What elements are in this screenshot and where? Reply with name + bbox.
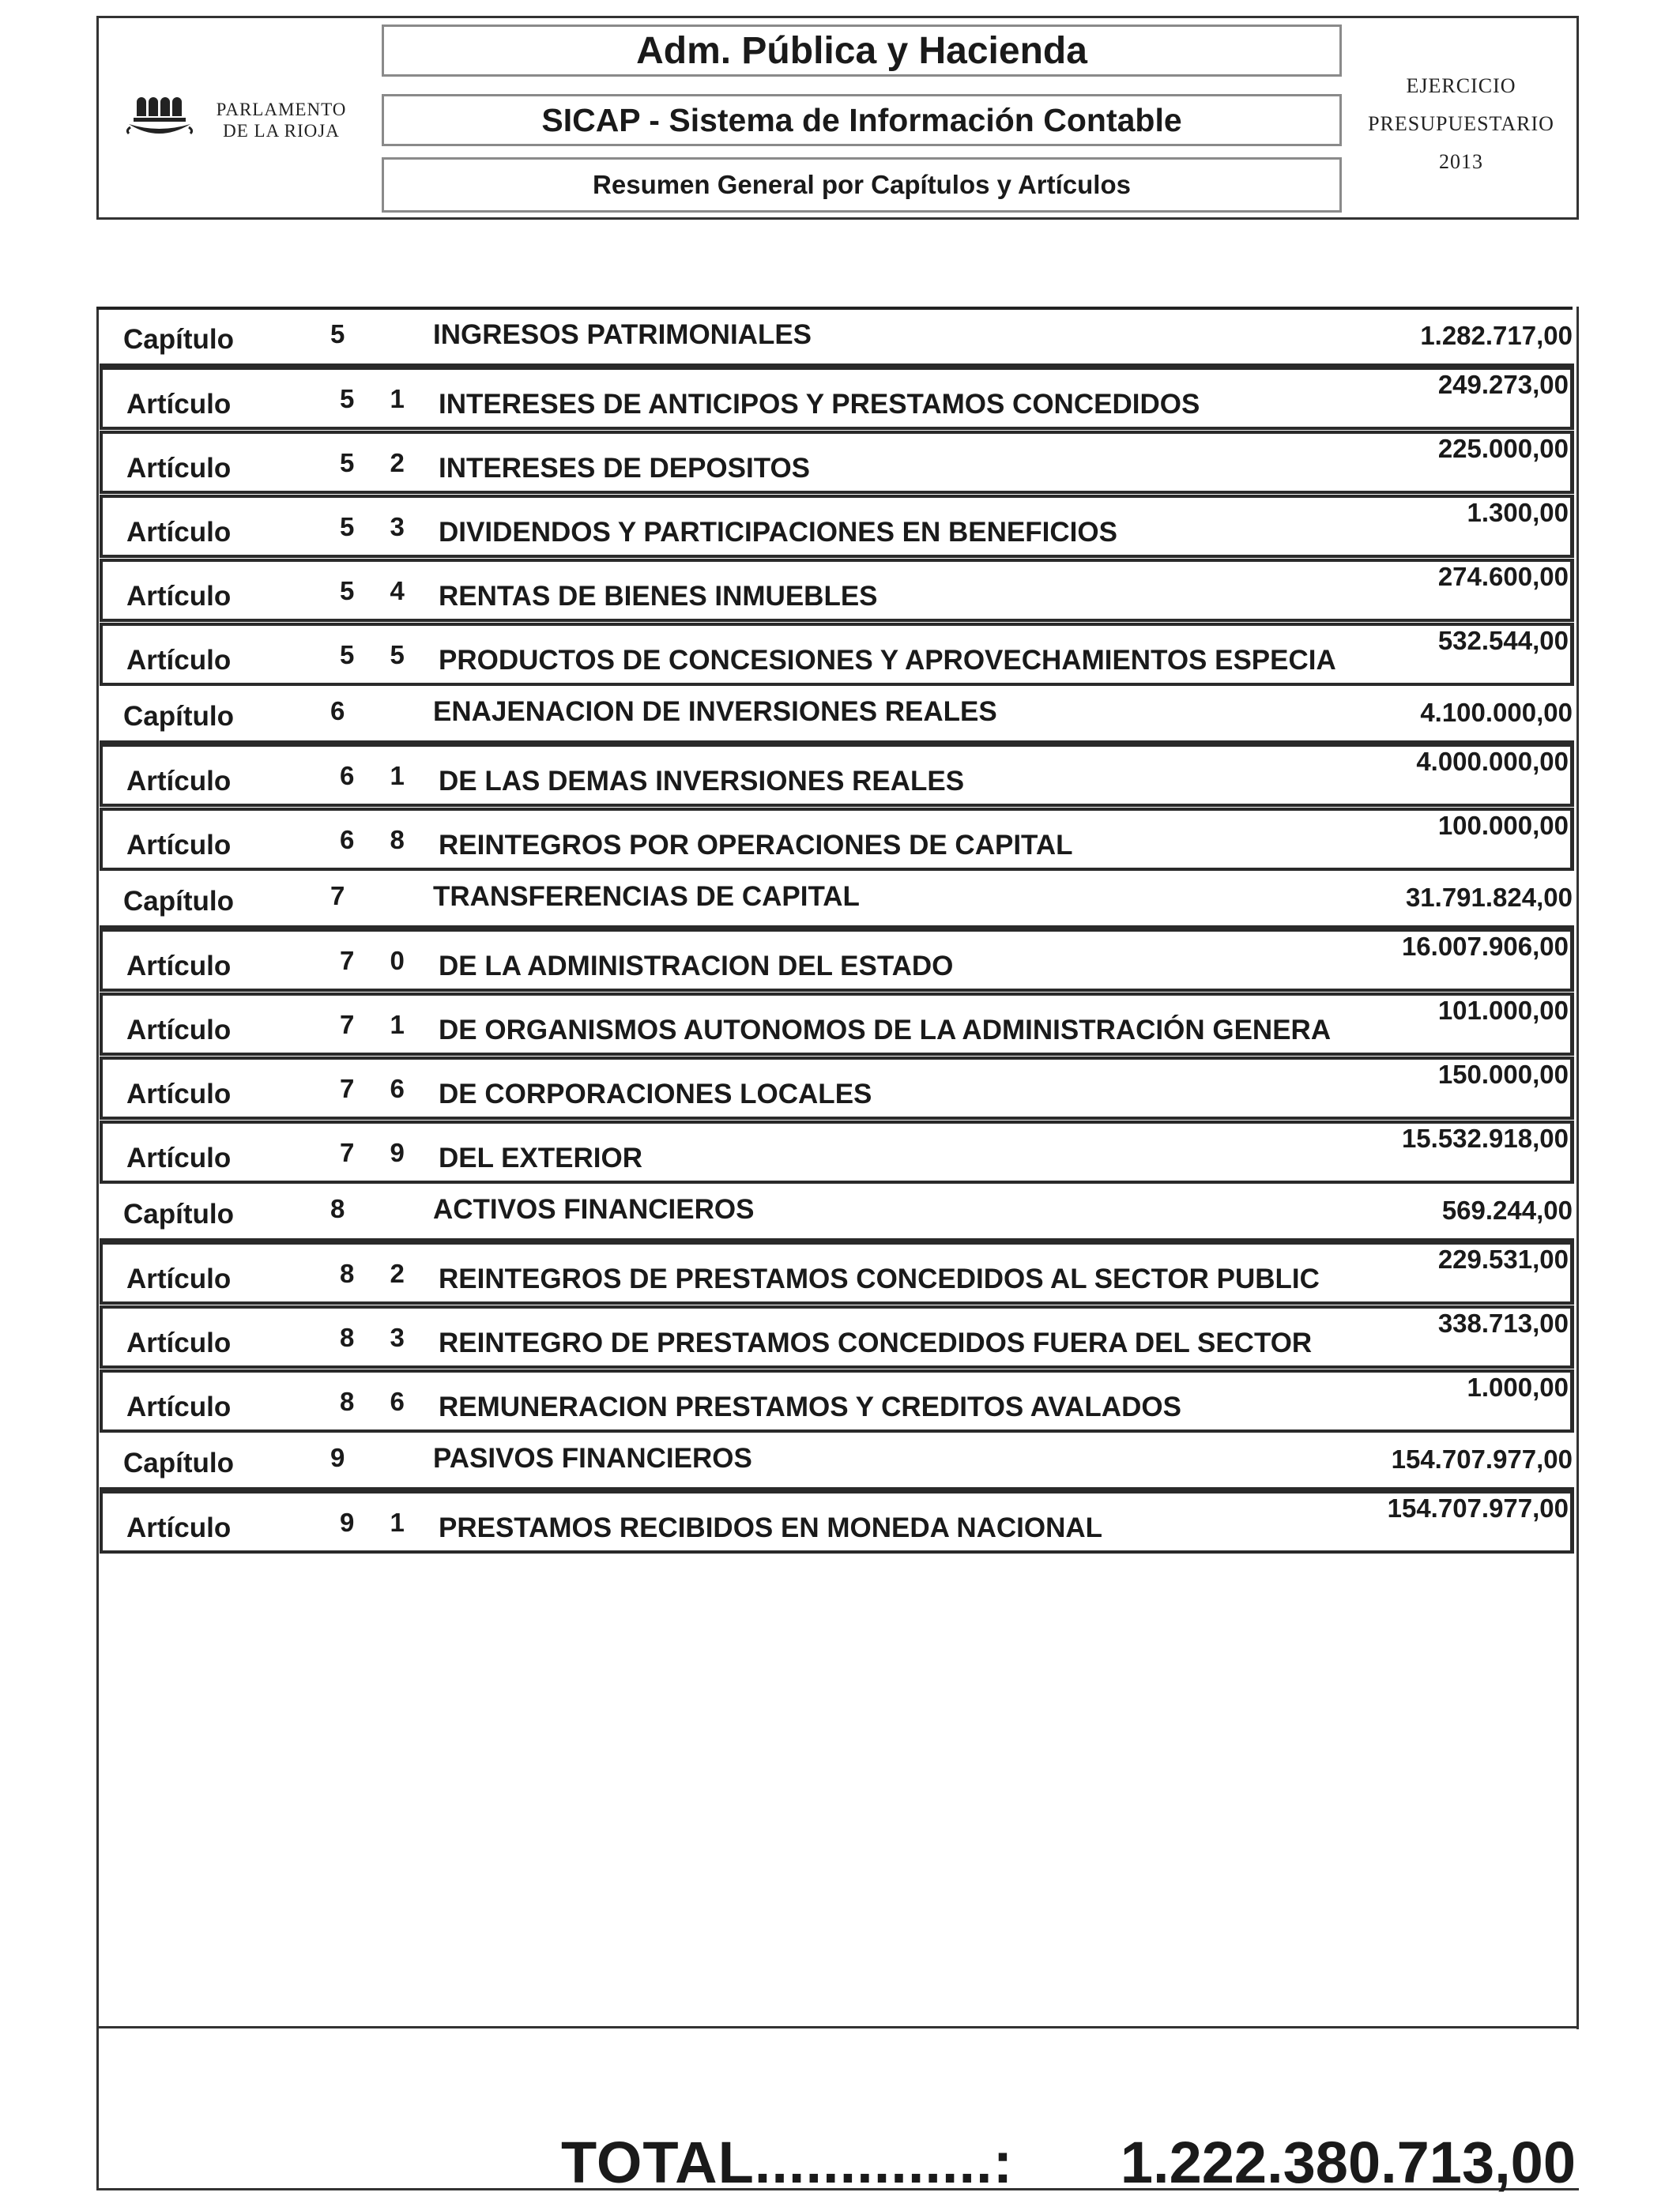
row-type-label: Artículo: [126, 581, 232, 612]
org-name-line1: PARLAMENTO: [216, 100, 347, 119]
row-code: 6: [330, 696, 345, 725]
row-description: INGRESOS PATRIMONIALES: [433, 319, 812, 350]
row-description: REMUNERACION PRESTAMOS Y CREDITOS AVALADOS: [439, 1392, 1181, 1422]
row-code: 5 5: [340, 640, 419, 669]
page-title: Adm. Pública y Hacienda: [382, 24, 1342, 77]
row-type-label: Artículo: [126, 1143, 232, 1173]
org-name-line2: DE LA RIOJA: [223, 121, 340, 141]
row-amount: 154.707.977,00: [1391, 1445, 1573, 1474]
row-code: 8 2: [340, 1259, 419, 1288]
row-amount: 225.000,00: [1437, 434, 1569, 463]
row-code: 8: [330, 1194, 345, 1223]
row-type-label: Artículo: [126, 951, 232, 981]
row-type-label: Artículo: [126, 1079, 232, 1109]
row-type-label: Artículo: [126, 830, 232, 861]
row-description: DE LAS DEMAS INVERSIONES REALES: [439, 766, 965, 797]
row-amount: 338.713,00: [1437, 1309, 1569, 1338]
row-amount: 532.544,00: [1437, 626, 1569, 655]
row-amount: 4.000.000,00: [1416, 747, 1569, 776]
article-row: [100, 431, 1574, 494]
row-amount: 150.000,00: [1437, 1060, 1569, 1089]
row-description: REINTEGRO DE PRESTAMOS CONCEDIDOS FUERA DEL SECTOR: [439, 1328, 1313, 1358]
row-description: PASIVOS FINANCIEROS: [433, 1443, 752, 1474]
row-code: 7 1: [340, 1010, 419, 1039]
row-type-label: Artículo: [126, 1392, 232, 1422]
row-type-label: Capítulo: [123, 1199, 234, 1230]
parliament-emblem-icon: [121, 72, 200, 151]
row-amount: 229.531,00: [1437, 1245, 1569, 1274]
row-description: DE ORGANISMOS AUTONOMOS DE LA ADMINISTRACIÓN GENERA: [439, 1015, 1332, 1045]
row-type-label: Artículo: [126, 1328, 232, 1358]
row-code: 7 0: [340, 946, 419, 975]
report-name: Resumen General por Capítulos y Artículos: [382, 157, 1342, 213]
chapter-row: [100, 310, 1574, 367]
article-row: [100, 928, 1574, 992]
row-description: DE CORPORACIONES LOCALES: [439, 1079, 872, 1109]
row-description: TRANSFERENCIAS DE CAPITAL: [433, 881, 860, 912]
article-row: [100, 367, 1574, 430]
total-value: 1.222.380.713,00: [1120, 2130, 1576, 2195]
row-type-label: Artículo: [126, 453, 232, 484]
parliament-logo: [121, 72, 358, 167]
row-amount: 31.791.824,00: [1405, 883, 1573, 912]
row-amount: 4.100.000,00: [1420, 698, 1573, 727]
row-type-label: Capítulo: [123, 324, 234, 355]
chapter-row: [100, 1433, 1574, 1490]
row-description: PRESTAMOS RECIBIDOS EN MONEDA NACIONAL: [439, 1512, 1103, 1543]
row-type-label: Capítulo: [123, 886, 234, 917]
chapter-row: [100, 872, 1574, 928]
article-row: [100, 808, 1574, 871]
row-description: DIVIDENDOS Y PARTICIPACIONES EN BENEFICIOS: [439, 517, 1117, 548]
article-row: [100, 495, 1574, 558]
row-description: REINTEGROS DE PRESTAMOS CONCEDIDOS AL SECTOR PUBLIC: [439, 1264, 1320, 1294]
exercise-year: 2013: [1439, 150, 1483, 173]
row-description: INTERESES DE DEPOSITOS: [439, 453, 811, 484]
row-description: PRODUCTOS DE CONCESIONES Y APROVECHAMIENTOS ESPECIA: [439, 645, 1336, 676]
row-code: 5 1: [340, 384, 419, 413]
exercise-line1: EJERCICIO: [1406, 74, 1516, 97]
exercise-line2: PRESUPUESTARIO: [1368, 112, 1554, 135]
row-type-label: Artículo: [126, 1512, 232, 1543]
article-row: [100, 1057, 1574, 1120]
row-type-label: Artículo: [126, 389, 232, 420]
row-code: 9 1: [340, 1508, 419, 1537]
row-type-label: Artículo: [126, 1015, 232, 1045]
row-code: 5 2: [340, 448, 419, 477]
row-amount: 15.532.918,00: [1401, 1124, 1569, 1153]
row-amount: 101.000,00: [1437, 996, 1569, 1025]
chapter-row: [100, 687, 1574, 744]
row-type-label: Artículo: [126, 517, 232, 548]
article-row: [100, 1369, 1574, 1433]
row-description: REINTEGROS POR OPERACIONES DE CAPITAL: [439, 830, 1073, 861]
row-code: 9: [330, 1443, 345, 1472]
row-description: INTERESES DE ANTICIPOS Y PRESTAMOS CONCEDIDOS: [439, 389, 1200, 420]
row-description: ENAJENACION DE INVERSIONES REALES: [433, 696, 997, 727]
article-row: [100, 1490, 1574, 1554]
row-code: 5: [330, 319, 345, 348]
row-code: 5 3: [340, 512, 419, 541]
row-amount: 154.707.977,00: [1387, 1494, 1569, 1523]
row-amount: 1.282.717,00: [1420, 321, 1573, 350]
report-header: [96, 16, 1579, 220]
row-amount: 569.244,00: [1441, 1196, 1573, 1225]
row-amount: 1.000,00: [1467, 1373, 1569, 1402]
article-row: [100, 744, 1574, 807]
row-code: 6 8: [340, 825, 419, 854]
row-type-label: Capítulo: [123, 701, 234, 732]
row-type-label: Artículo: [126, 645, 232, 676]
row-amount: 249.273,00: [1437, 370, 1569, 399]
row-code: 7: [330, 881, 345, 910]
row-code: 8 6: [340, 1387, 419, 1416]
row-amount: 16.007.906,00: [1401, 932, 1569, 961]
article-row: [100, 1305, 1574, 1369]
row-type-label: Artículo: [126, 766, 232, 797]
row-description: DE LA ADMINISTRACION DEL ESTADO: [439, 951, 954, 981]
row-amount: 1.300,00: [1467, 498, 1569, 527]
system-subtitle: SICAP - Sistema de Información Contable: [382, 94, 1342, 146]
row-code: 8 3: [340, 1323, 419, 1352]
row-amount: 100.000,00: [1437, 811, 1569, 840]
row-code: 5 4: [340, 576, 419, 605]
article-row: [100, 993, 1574, 1056]
row-code: 7 6: [340, 1074, 419, 1103]
budget-exercise: [1355, 67, 1567, 181]
row-amount: 274.600,00: [1437, 562, 1569, 591]
org-name: [206, 99, 356, 141]
row-description: ACTIVOS FINANCIEROS: [433, 1194, 755, 1225]
article-row: [100, 1121, 1574, 1184]
article-row: [100, 623, 1574, 686]
total-label: TOTAL..............:: [561, 2130, 1014, 2195]
article-row: [100, 559, 1574, 622]
article-row: [100, 1241, 1574, 1305]
chapter-row: [100, 1185, 1574, 1241]
row-code: 7 9: [340, 1138, 419, 1167]
row-type-label: Capítulo: [123, 1448, 234, 1478]
row-code: 6 1: [340, 761, 419, 790]
row-type-label: Artículo: [126, 1264, 232, 1294]
row-description: RENTAS DE BIENES INMUEBLES: [439, 581, 878, 612]
row-description: DEL EXTERIOR: [439, 1143, 643, 1173]
